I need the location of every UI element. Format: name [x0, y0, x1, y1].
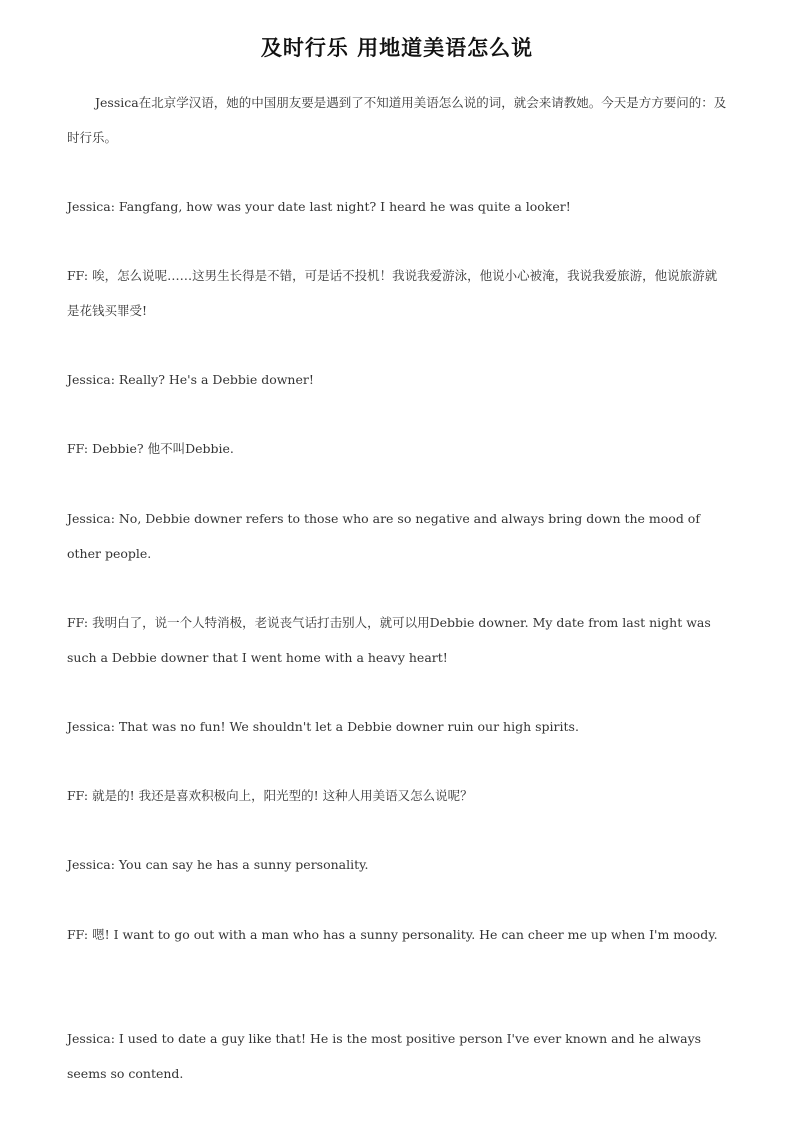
dialogue-line-10: FF: 嗯! I want to go out with a man who has a sunny personality. He can cheer me up when I'm moody. — [67, 927, 718, 942]
dialogue-line-2: FF: 唉，怎么说呢……这男生长得是不错，可是话不投机！我说我爱游泳，他说小心被淹，我说我爱旅游，他说旅游就是花钱买罪受! — [67, 268, 718, 318]
dialogue-line-7: Jessica: That was no fun! We shouldn't let a Debbie downer ruin our high spirits. — [67, 719, 579, 734]
dialogue-line-1: Jessica: Fangfang, how was your date last night? I heard he was quite a looker! — [67, 199, 571, 214]
dialogue-line-9: Jessica: You can say he has a sunny personality. — [67, 857, 369, 872]
dialogue-line-4: FF: Debbie? 他不叫Debbie. — [67, 441, 234, 456]
dialogue-line-3: Jessica: Really? He's a Debbie downer! — [67, 372, 314, 387]
dialogue-line-11: Jessica: I used to date a guy like that! He is the most positive person I've ever known and he always seems so contend. — [67, 1031, 702, 1081]
page-title: 及时行乐 用地道美语怎么说 — [260, 36, 534, 60]
intro-paragraph: Jessica在北京学汉语，她的中国朋友要是遇到了不知道用美语怎么说的词，就会来请教她。今天是方方要问的：及时行乐。 — [67, 95, 727, 145]
dialogue-line-6: FF: 我明白了，说一个人特消极，老说丧气话打击别人，就可以用Debbie downer. My date from last night was such a Debbie downer that I went home with a heavy heart! — [67, 615, 711, 665]
dialogue-line-5: Jessica: No, Debbie downer refers to those who are so negative and always bring down the mood of other people. — [67, 511, 700, 561]
dialogue-line-8: FF: 就是的! 我还是喜欢积极向上，阳光型的! 这种人用美语又怎么说呢？ — [67, 788, 473, 803]
